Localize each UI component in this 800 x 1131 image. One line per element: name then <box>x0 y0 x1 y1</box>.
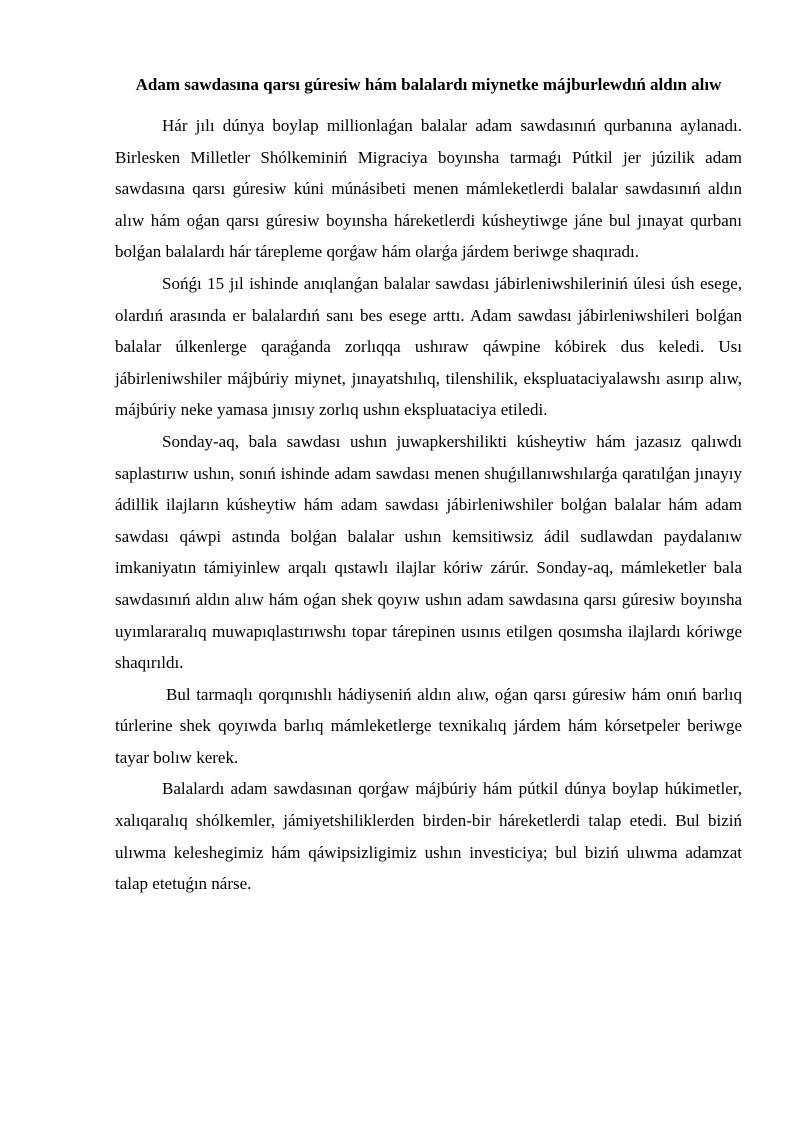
paragraph-4: Bul tarmaqlı qorqınıshlı hádiyseniń aldın alıw, oǵan qarsı gúresiw hám onıń barlıq túrlerine shek qoyıwda barlıq mámleketlerge texnikalıq járdem hám kórsetpeler beriwge tayar bolıw kerek. <box>115 684 742 767</box>
document-title: Adam sawdasına qarsı gúresiw hám balalardı miynetke májburlewdıń aldın alıw <box>135 75 722 94</box>
document-page <box>115 74 742 900</box>
paragraph-1: Hár jılı dúnya boylap millionlaǵan balalar adam sawdasınıń qurbanına aylanadı. Birlesken Milletler Shólkeminiń Migraciya boyınsha tarmaǵı Pútkil jer júzilik adam sawdasına qarsı gúresiw kúni múnásibeti menen mámleketlerdi balalar sawdasınıń aldın alıw hám oǵan qarsı gúresiw boyınsha háreketlerdi kúsheytiwge jáne bul jınayat qurbanı bolǵan balalardı hár tárepleme qorǵaw hám olarǵa járdem beriwge shaqıradı. <box>115 116 742 262</box>
paragraph-3: Sonday-aq, bala sawdası ushın juwapkershilikti kúsheytiw hám jazasız qalıwdı saplastırıw ushın, sonıń ishinde adam sawdası menen shuǵıllanıwshılarǵa qaratılǵan jınayıy ádillik ilajların kúsheytiw hám adam sawdası jábirleniwshiler bolǵan balalar hám adam sawdası qáwpi astında bolǵan balalar ushın kemsitiwsiz ádil sudlawdan paydalanıw imkaniyatın támiyinlew arqalı qıstawlı ilajlar kóriw zárúr. Sonday-aq, mámleketler bala sawdasınıń aldın alıw hám oǵan shek qoyıw ushın adam sawdasına qarsı gúresiw boyınsha uyımlararalıq muwapıqlastırıwshı topar tárepinen usınıs etilgen qosımsha ilajlardı kóriwge shaqırıldı. <box>115 431 742 673</box>
paragraph-2: Sońǵı 15 jıl ishinde anıqlanǵan balalar sawdası jábirleniwshileriniń úlesi úsh esege, olardıń arasında er balalardıń sanı bes esege arttı. Adam sawdası jábirleniwshileri bolǵan balalar úlkenlerge qaraǵanda zorlıqqa ushıraw qáwpine kóbirek dus keledi. Usı jábirleniwshiler májbúriy miynet, jınayatshılıq, tilenshilik, ekspluataciyalawshı asırıp alıw, májbúriy neke yamasa jınısıy zorlıq ushın ekspluataciya etiledi. <box>115 273 742 420</box>
paragraph-5: Balalardı adam sawdasınan qorǵaw májbúriy hám pútkil dúnya boylap húkimetler, xalıqaralıq shólkemler, jámiyetshiliklerden birden-bir háreketlerdi talap etedi. Bul biziń ulıwma keleshegimiz hám qáwipsizligimiz ushın investiciya; bul biziń ulıwma adamzat talap etetuǵın nárse. <box>115 779 742 894</box>
